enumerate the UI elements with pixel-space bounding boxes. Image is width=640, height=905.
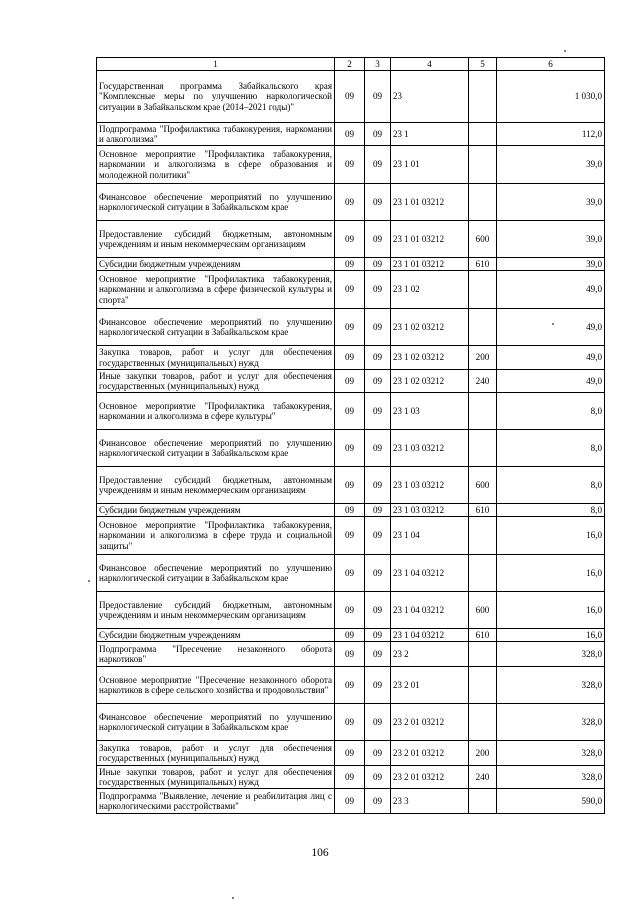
- row-target-code: 23 1 04 03212: [391, 592, 469, 629]
- row-name: Предоставление субсидий бюджетным, автономным учреждениям и иным некоммерческим организациям: [97, 592, 335, 629]
- row-amount: 16,0: [497, 555, 605, 592]
- row-expense-type: 200: [469, 346, 497, 370]
- row-section: 09: [335, 592, 365, 629]
- row-subsection: 09: [365, 71, 391, 123]
- row-amount: 328,0: [497, 741, 605, 766]
- table-row: [97, 146, 605, 184]
- table-row: [97, 555, 605, 592]
- row-amount: 16,0: [497, 517, 605, 555]
- row-section: 09: [335, 393, 365, 430]
- row-name: Субсидии бюджетным учреждениям: [97, 258, 335, 271]
- row-target-code: 23 2 01 03212: [391, 741, 469, 766]
- row-section: 09: [335, 123, 365, 146]
- header-cell-6: 6: [497, 58, 605, 71]
- row-expense-type: [469, 517, 497, 555]
- row-target-code: 23 1 03 03212: [391, 430, 469, 467]
- row-amount: 112,0: [497, 123, 605, 146]
- row-name: Финансовое обеспечение мероприятий по улучшению наркологической ситуации в Забайкальском крае: [97, 430, 335, 467]
- row-target-code: 23 1 04 03212: [391, 629, 469, 642]
- row-name: Государственная программа Забайкальского края "Комплексные меры по улучшению наркологической ситуации в Забайкальском крае (2014–2021 годы)": [97, 71, 335, 123]
- table-row: [97, 667, 605, 704]
- row-amount: 49,0: [497, 346, 605, 370]
- row-section: 09: [335, 789, 365, 814]
- row-subsection: 09: [365, 789, 391, 814]
- row-amount: 590,0: [497, 789, 605, 814]
- header-cell-2: 2: [335, 58, 365, 71]
- table-row: [97, 393, 605, 430]
- row-section: 09: [335, 221, 365, 258]
- table-row: [97, 704, 605, 741]
- row-target-code: 23 2 01: [391, 667, 469, 704]
- row-target-code: 23 2 01 03212: [391, 704, 469, 741]
- table-row: [97, 184, 605, 221]
- scan-speck: [232, 897, 234, 899]
- row-subsection: 09: [365, 504, 391, 517]
- row-expense-type: [469, 393, 497, 430]
- table-row: [97, 642, 605, 667]
- row-amount: 16,0: [497, 592, 605, 629]
- row-section: 09: [335, 642, 365, 667]
- row-target-code: 23 3: [391, 789, 469, 814]
- row-target-code: 23 1 01 03212: [391, 221, 469, 258]
- row-subsection: 09: [365, 629, 391, 642]
- row-section: 09: [335, 370, 365, 393]
- row-name: Предоставление субсидий бюджетным, автономным учреждениям и иным некоммерческим организациям: [97, 221, 335, 258]
- row-name: Основное мероприятие "Профилактика табакокурения, наркомании и алкоголизма в сфере труда и социальной защиты": [97, 517, 335, 555]
- row-expense-type: [469, 123, 497, 146]
- row-section: 09: [335, 430, 365, 467]
- row-expense-type: 600: [469, 467, 497, 504]
- row-name: Финансовое обеспечение мероприятий по улучшению наркологической ситуации в Забайкальском крае: [97, 704, 335, 741]
- row-section: 09: [335, 309, 365, 346]
- row-target-code: 23 1 01 03212: [391, 258, 469, 271]
- table-row: [97, 504, 605, 517]
- row-subsection: 09: [365, 146, 391, 184]
- row-target-code: 23 1 04 03212: [391, 555, 469, 592]
- budget-table: [96, 57, 605, 814]
- table-row: [97, 346, 605, 370]
- table-row: [97, 430, 605, 467]
- table-row: [97, 592, 605, 629]
- row-name: Основное мероприятие "Профилактика табакокурения, наркомании и алкоголизма в сфере образования и молодежной политики": [97, 146, 335, 184]
- row-amount: 328,0: [497, 766, 605, 789]
- row-subsection: 09: [365, 370, 391, 393]
- row-amount: 8,0: [497, 393, 605, 430]
- row-subsection: 09: [365, 667, 391, 704]
- row-subsection: 09: [365, 258, 391, 271]
- row-section: 09: [335, 258, 365, 271]
- row-section: 09: [335, 629, 365, 642]
- row-name: Подпрограмма "Пресечение незаконного оборота наркотиков": [97, 642, 335, 667]
- row-section: 09: [335, 766, 365, 789]
- row-name: Подпрограмма "Выявление, лечение и реабилитация лиц с наркологическими расстройствами": [97, 789, 335, 814]
- row-name: Закупка товаров, работ и услуг для обеспечения государственных (муниципальных) нужд: [97, 346, 335, 370]
- row-expense-type: [469, 704, 497, 741]
- table-row: [97, 629, 605, 642]
- row-target-code: 23 1 02 03212: [391, 346, 469, 370]
- row-amount: 39,0: [497, 146, 605, 184]
- row-name: Закупка товаров, работ и услуг для обеспечения государственных (муниципальных) нужд: [97, 741, 335, 766]
- row-amount: 8,0: [497, 430, 605, 467]
- table-row: [97, 370, 605, 393]
- row-amount: 8,0: [497, 467, 605, 504]
- row-target-code: 23 1 01: [391, 146, 469, 184]
- row-amount: 16,0: [497, 629, 605, 642]
- row-expense-type: [469, 71, 497, 123]
- header-cell-3: 3: [365, 58, 391, 71]
- table-body: [97, 71, 605, 814]
- row-amount: 328,0: [497, 704, 605, 741]
- row-name: Субсидии бюджетным учреждениям: [97, 504, 335, 517]
- row-amount: 1 030,0: [497, 71, 605, 123]
- row-subsection: 09: [365, 741, 391, 766]
- row-expense-type: [469, 271, 497, 309]
- header-row: [97, 58, 605, 71]
- row-subsection: 09: [365, 430, 391, 467]
- scan-speck: [564, 50, 566, 52]
- row-name: Иные закупки товаров, работ и услуг для обеспечения государственных (муниципальных) нужд: [97, 766, 335, 789]
- row-section: 09: [335, 271, 365, 309]
- row-subsection: 09: [365, 346, 391, 370]
- row-subsection: 09: [365, 393, 391, 430]
- row-amount: 8,0: [497, 504, 605, 517]
- row-section: 09: [335, 704, 365, 741]
- row-expense-type: [469, 184, 497, 221]
- table-row: [97, 71, 605, 123]
- row-section: 09: [335, 467, 365, 504]
- row-name: Субсидии бюджетным учреждениям: [97, 629, 335, 642]
- row-name: Основное мероприятие "Пресечение незаконного оборота наркотиков в сфере сельского хозяйства и продовольствия": [97, 667, 335, 704]
- row-name: Финансовое обеспечение мероприятий по улучшению наркологической ситуации в Забайкальском крае: [97, 309, 335, 346]
- row-amount: 328,0: [497, 667, 605, 704]
- row-section: 09: [335, 184, 365, 221]
- header-cell-5: 5: [469, 58, 497, 71]
- row-section: 09: [335, 346, 365, 370]
- row-expense-type: [469, 555, 497, 592]
- row-target-code: 23 1 01 03212: [391, 184, 469, 221]
- row-section: 09: [335, 667, 365, 704]
- row-subsection: 09: [365, 642, 391, 667]
- row-amount: 49,0: [497, 309, 605, 346]
- row-expense-type: 610: [469, 258, 497, 271]
- scan-speck: [88, 580, 90, 582]
- row-section: 09: [335, 517, 365, 555]
- row-section: 09: [335, 146, 365, 184]
- row-target-code: 23 1 04: [391, 517, 469, 555]
- row-subsection: 09: [365, 467, 391, 504]
- table-row: [97, 789, 605, 814]
- row-expense-type: [469, 309, 497, 346]
- table-row: [97, 766, 605, 789]
- row-expense-type: [469, 789, 497, 814]
- table-row: [97, 123, 605, 146]
- row-target-code: 23 1 03 03212: [391, 504, 469, 517]
- row-section: 09: [335, 71, 365, 123]
- row-expense-type: [469, 642, 497, 667]
- table-row: [97, 309, 605, 346]
- row-name: Финансовое обеспечение мероприятий по улучшению наркологической ситуации в Забайкальском крае: [97, 555, 335, 592]
- row-expense-type: 240: [469, 370, 497, 393]
- row-name: Основное мероприятие "Профилактика табакокурения, наркомании и алкоголизма в сфере культуры": [97, 393, 335, 430]
- row-name: Иные закупки товаров, работ и услуг для обеспечения государственных (муниципальных) нужд: [97, 370, 335, 393]
- table-row: [97, 741, 605, 766]
- row-subsection: 09: [365, 704, 391, 741]
- row-expense-type: [469, 430, 497, 467]
- row-target-code: 23 1 03 03212: [391, 467, 469, 504]
- row-subsection: 09: [365, 221, 391, 258]
- table-row: [97, 221, 605, 258]
- table-row: [97, 467, 605, 504]
- row-expense-type: 610: [469, 629, 497, 642]
- row-expense-type: 600: [469, 221, 497, 258]
- row-subsection: 09: [365, 517, 391, 555]
- row-target-code: 23 2: [391, 642, 469, 667]
- row-target-code: 23 1 02: [391, 271, 469, 309]
- row-subsection: 09: [365, 271, 391, 309]
- scan-speck: [552, 323, 554, 325]
- header-cell-1: 1: [97, 58, 335, 71]
- table-row: [97, 517, 605, 555]
- row-amount: 39,0: [497, 221, 605, 258]
- row-expense-type: [469, 667, 497, 704]
- row-target-code: 23 2 01 03212: [391, 766, 469, 789]
- row-amount: 39,0: [497, 258, 605, 271]
- row-expense-type: 610: [469, 504, 497, 517]
- row-expense-type: 200: [469, 741, 497, 766]
- row-name: Основное мероприятие "Профилактика табакокурения, наркомании и алкоголизма в сфере физической культуры и спорта": [97, 271, 335, 309]
- row-section: 09: [335, 504, 365, 517]
- row-expense-type: 600: [469, 592, 497, 629]
- row-section: 09: [335, 741, 365, 766]
- row-expense-type: 240: [469, 766, 497, 789]
- row-amount: 49,0: [497, 271, 605, 309]
- row-amount: 328,0: [497, 642, 605, 667]
- page-number: 106: [311, 847, 329, 859]
- table-header: [97, 58, 605, 71]
- row-subsection: 09: [365, 184, 391, 221]
- row-subsection: 09: [365, 766, 391, 789]
- row-target-code: 23 1 03: [391, 393, 469, 430]
- row-expense-type: [469, 146, 497, 184]
- row-target-code: 23: [391, 71, 469, 123]
- row-target-code: 23 1 02 03212: [391, 309, 469, 346]
- table-row: [97, 258, 605, 271]
- row-name: Предоставление субсидий бюджетным, автономным учреждениям и иным некоммерческим организациям: [97, 467, 335, 504]
- row-subsection: 09: [365, 309, 391, 346]
- row-subsection: 09: [365, 555, 391, 592]
- row-name: Финансовое обеспечение мероприятий по улучшению наркологической ситуации в Забайкальском крае: [97, 184, 335, 221]
- row-subsection: 09: [365, 592, 391, 629]
- table-row: [97, 271, 605, 309]
- row-amount: 39,0: [497, 184, 605, 221]
- header-cell-4: 4: [391, 58, 469, 71]
- row-section: 09: [335, 555, 365, 592]
- row-target-code: 23 1: [391, 123, 469, 146]
- row-name: Подпрограмма "Профилактика табакокурения, наркомании и алкоголизма": [97, 123, 335, 146]
- row-amount: 49,0: [497, 370, 605, 393]
- row-subsection: 09: [365, 123, 391, 146]
- row-target-code: 23 1 02 03212: [391, 370, 469, 393]
